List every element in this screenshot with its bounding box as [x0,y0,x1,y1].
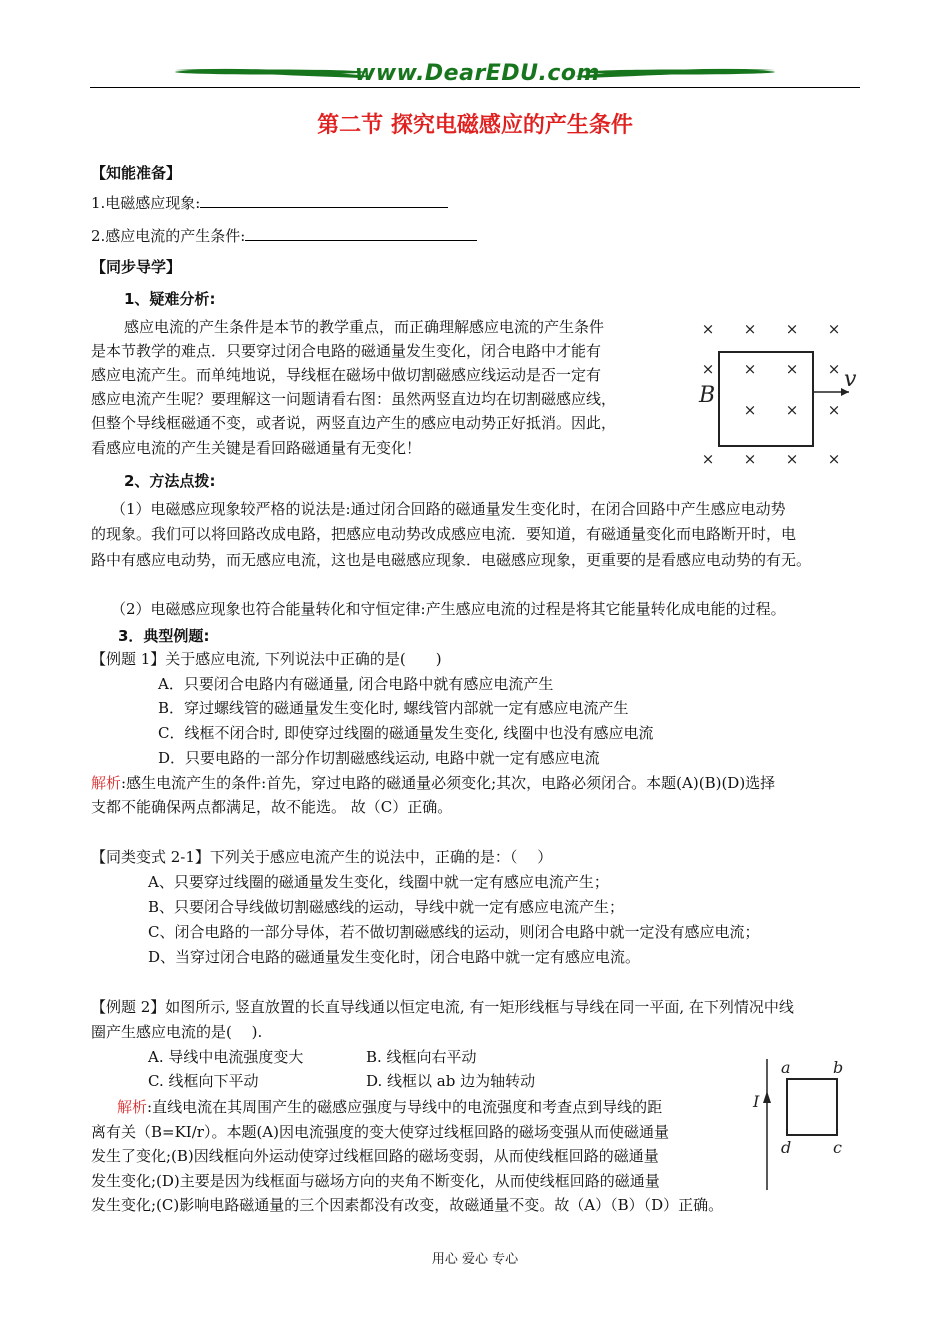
example1-analysis [91,772,775,794]
subheading-examples: 3．典型例题: [118,627,210,645]
field-cross-mark: × [785,360,799,378]
example1-question: 【例题 1】关于感应电流, 下列说法中正确的是( ) [91,650,442,668]
example2-analysis-line: 发生变化;(C)影响电路磁通量的三个因素都没有改变，故磁通量不变。故（A）（B）（D）正确。 [91,1196,724,1214]
example2-option: A. 导线中电流强度变大 [148,1048,304,1066]
page-footer: 用心 爱心 专心 [431,1252,519,1267]
field-cross-mark: × [785,320,799,338]
velocity-label-v: v [844,367,857,392]
prep-item-2-label: 2.感应电流的产生条件: [91,227,246,245]
field-label-b: B [699,383,716,408]
field-cross-mark: × [743,360,757,378]
field-cross-mark: × [743,450,757,468]
variant-option: B、只要闭合导线做切割磁感线的运动，导线中就一定有感应电流产生； [148,898,625,916]
energy-paragraph: （2）电磁感应现象也符合能量转化和守恒定律:产生感应电流的过程是将其它能量转化成电能的过程。 [111,600,786,618]
subheading-method: 2、方法点拨: [124,472,216,490]
answer-blank-1 [200,191,448,208]
analysis-label: 解析 [91,774,122,792]
example2-analysis-line: 离有关（B=KI/r）。本题(A)因电流强度的变大使穿过线框回路的磁场变强从而使磁通量 [91,1123,669,1141]
prep-item-1 [91,191,448,213]
example2-question: 【例题 2】如图所示, 竖直放置的长直导线通以恒定电流, 有一矩形线框与导线在同一平面, 在下列情况中线 [91,998,794,1016]
prep-item-2 [91,224,477,246]
example2-analysis-line: 发生变化;(D)主要是因为线框面与磁场方向的夹角不断变化，从而使线框回路的磁通量 [91,1172,660,1190]
field-cross-mark: × [701,320,715,338]
current-arrow [763,1091,771,1103]
section-heading-prep: 【知能准备】 [91,164,182,182]
field-cross-mark: × [701,450,715,468]
para1-line: 是本节教学的难点．只要穿过闭合电路的磁通量发生变化，闭合电路中才能有 [91,342,602,360]
corner-label-a: a [781,1058,791,1077]
rectangular-loop [787,1079,837,1135]
example2-analysis [117,1096,662,1118]
subheading-difficulty: 1、疑难分析: [124,290,216,308]
para1-line: 看感应电流的产生关键是看回路磁通量有无变化！ [91,439,422,457]
field-cross-mark: × [827,450,841,468]
para1-line: 感应电流产生呢？要理解这一问题请看右图：虽然两竖直边均在切割磁感应线， [91,390,617,408]
example1-option: C．线框不闭合时, 即使穿过线圈的磁通量发生变化, 线圈中也没有感应电流 [158,724,654,742]
field-cross-mark: × [827,401,841,419]
field-cross-mark: × [827,360,841,378]
prep-item-1-label: 1.电磁感应现象: [91,194,201,212]
para1-line: 感应电流产生。而单纯地说，导线框在磁场中做切割磁感应线运动是否一定有 [91,366,602,384]
field-cross-mark: × [785,401,799,419]
para1-line: 感应电流的产生条件是本节的教学重点，而正确理解感应电流的产生条件 [124,318,605,336]
variant-question: 【同类变式 2-1】下列关于感应电流产生的说法中，正确的是：（ ） [91,848,553,866]
section-heading-guide: 【同步导学】 [91,258,182,276]
page-title: 第二节 探究电磁感应的产生条件 [317,113,633,138]
analysis-label: 解析 [117,1098,148,1116]
field-cross-mark: × [701,360,715,378]
example1-analysis-cont: 支都不能确保两点都满足，故不能选。 故（C）正确。 [91,798,453,816]
analysis-text: :直线电流在其周围产生的磁感应强度与导线中的电流强度和考查点到导线的距 [147,1098,663,1116]
variant-option: A、只要穿过线圈的磁通量发生变化，线圈中就一定有感应电流产生； [148,873,609,891]
field-cross-mark: × [827,320,841,338]
variant-option: D、当穿过闭合电路的磁通量发生变化时，闭合电路中就一定有感应电流。 [148,948,641,966]
field-cross-mark: × [785,450,799,468]
analysis-text: :感生电流产生的条件:首先，穿过电路的磁通量必须变化;其次，电路必须闭合。本题(A)(B)(D)选择 [121,774,776,792]
example1-option: A．只要闭合电路内有磁通量, 闭合电路中就有感应电流产生 [158,675,554,693]
figure-frame-in-field [692,314,867,474]
example2-question-cont: 圈产生感应电流的是( ). [91,1023,263,1041]
corner-label-c: c [833,1138,842,1157]
example2-analysis-line: 发生了变化;(B)因线框向外运动使穿过线框回路的磁场变弱，从而使线框回路的磁通量 [91,1147,659,1165]
field-cross-mark: × [743,320,757,338]
wire-frame [719,352,813,446]
corner-label-d: d [781,1138,792,1157]
example2-option: D. 线框以 ab 边为轴转动 [366,1072,536,1090]
para2-line: 路中有感应电动势，而无感应电流，这也是电磁感应现象．电磁感应现象，更重要的是看感应电动势的有无。 [91,551,812,569]
variant-option: C、闭合电路的一部分导体，若不做切割磁感线的运动，则闭合电路中就一定没有感应电流； [148,923,760,941]
example2-option: B. 线框向右平动 [366,1048,477,1066]
para2-line: （1）电磁感应现象较严格的说法是:通过闭合回路的磁通量发生变化时，在闭合回路中产生感应电动势 [111,500,786,518]
corner-label-b: b [833,1058,844,1077]
header-site-logo: www.DearEDU.com [355,61,600,86]
figure-wire-and-loop [745,1055,860,1190]
example1-option: D．只要电路的一部分作切割磁感线运动, 电路中就一定有感应电流 [158,749,600,767]
example2-option: C. 线框向下平动 [148,1072,259,1090]
example1-option: B．穿过螺线管的磁通量发生变化时, 螺线管内部就一定有感应电流产生 [158,699,629,717]
para1-line: 但整个导线框磁通不变，或者说，两竖直边产生的感应电动势正好抵消。因此， [91,414,617,432]
para2-line: 的现象。我们可以将回路改成电路，把感应电动势改成感应电流．要知道，有磁通量变化而电路断开时，电 [91,525,797,543]
answer-blank-2 [245,224,477,241]
field-cross-mark: × [743,401,757,419]
header-rule [90,87,860,88]
current-label-i: I [753,1092,760,1111]
